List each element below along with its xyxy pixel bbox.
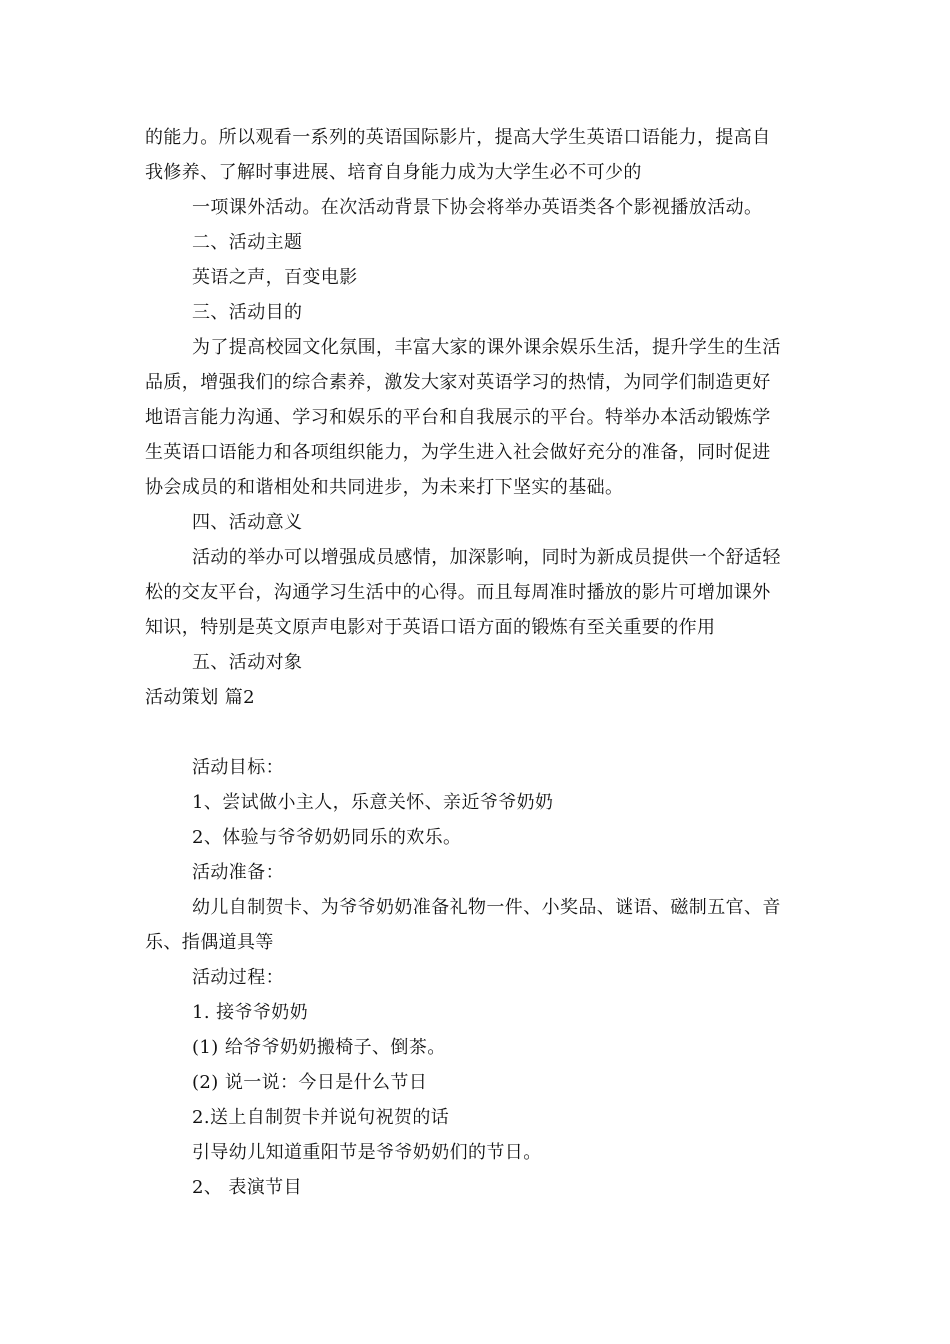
text-line: 为了提高校园文化氛围，丰富大家的课外课余娱乐生活，提升学生的生活 [192,337,781,358]
text-line: 协会成员的和谐相处和共同进步，为未来打下坚实的基础。 [145,477,624,498]
section-heading: 活动目标： [192,757,284,778]
text-line: 品质，增强我们的综合素养，激发大家对英语学习的热情，为同学们制造更好 [145,372,771,393]
text-line: 的能力。所以观看一系列的英语国际影片，提高大学生英语口语能力，提高自 [145,127,771,148]
text-line: 活动的举办可以增强成员感情，加深影响，同时为新成员提供一个舒适轻 [192,547,781,568]
list-item: (1) 给爷爷奶奶搬椅子、倒茶。 [192,1037,446,1058]
section-heading: 四、活动意义 [192,512,303,533]
text-line: 英语之声，百变电影 [192,267,358,288]
list-item: 2、 表演节目 [192,1177,302,1198]
text-line: 一项课外活动。在次活动背景下协会将举办英语类各个影视播放活动。 [192,197,763,218]
list-item: 2.送上自制贺卡并说句祝贺的话 [192,1107,450,1128]
list-item: 1、尝试做小主人，乐意关怀、亲近爷爷奶奶 [192,792,554,813]
section-heading: 活动过程： [192,967,284,988]
section-heading: 五、活动对象 [192,652,303,673]
list-item: 2、体验与爷爷奶奶同乐的欢乐。 [192,827,462,848]
list-item: (2) 说一说：今日是什么节日 [192,1072,428,1093]
article-title: 活动策划 篇2 [145,687,255,708]
text-line: 生英语口语能力和各项组织能力，为学生进入社会做好充分的准备，同时促进 [145,442,771,463]
text-line: 地语言能力沟通、学习和娱乐的平台和自我展示的平台。特举办本活动锻炼学 [145,407,771,428]
text-line: 我修养、了解时事进展、培育自身能力成为大学生必不可少的 [145,162,642,183]
text-line: 引导幼儿知道重阳节是爷爷奶奶们的节日。 [192,1142,542,1163]
section-heading: 活动准备： [192,862,284,883]
text-line: 乐、指偶道具等 [145,932,274,953]
text-line: 知识，特别是英文原声电影对于英语口语方面的锻炼有至关重要的作用 [145,617,716,638]
list-item: 1. 接爷爷奶奶 [192,1002,309,1023]
section-heading: 三、活动目的 [192,302,303,323]
text-line: 幼儿自制贺卡、为爷爷奶奶准备礼物一件、小奖品、谜语、磁制五官、音 [192,897,781,918]
text-line: 松的交友平台，沟通学习生活中的心得。而且每周准时播放的影片可增加课外 [145,582,771,603]
section-heading: 二、活动主题 [192,232,303,253]
